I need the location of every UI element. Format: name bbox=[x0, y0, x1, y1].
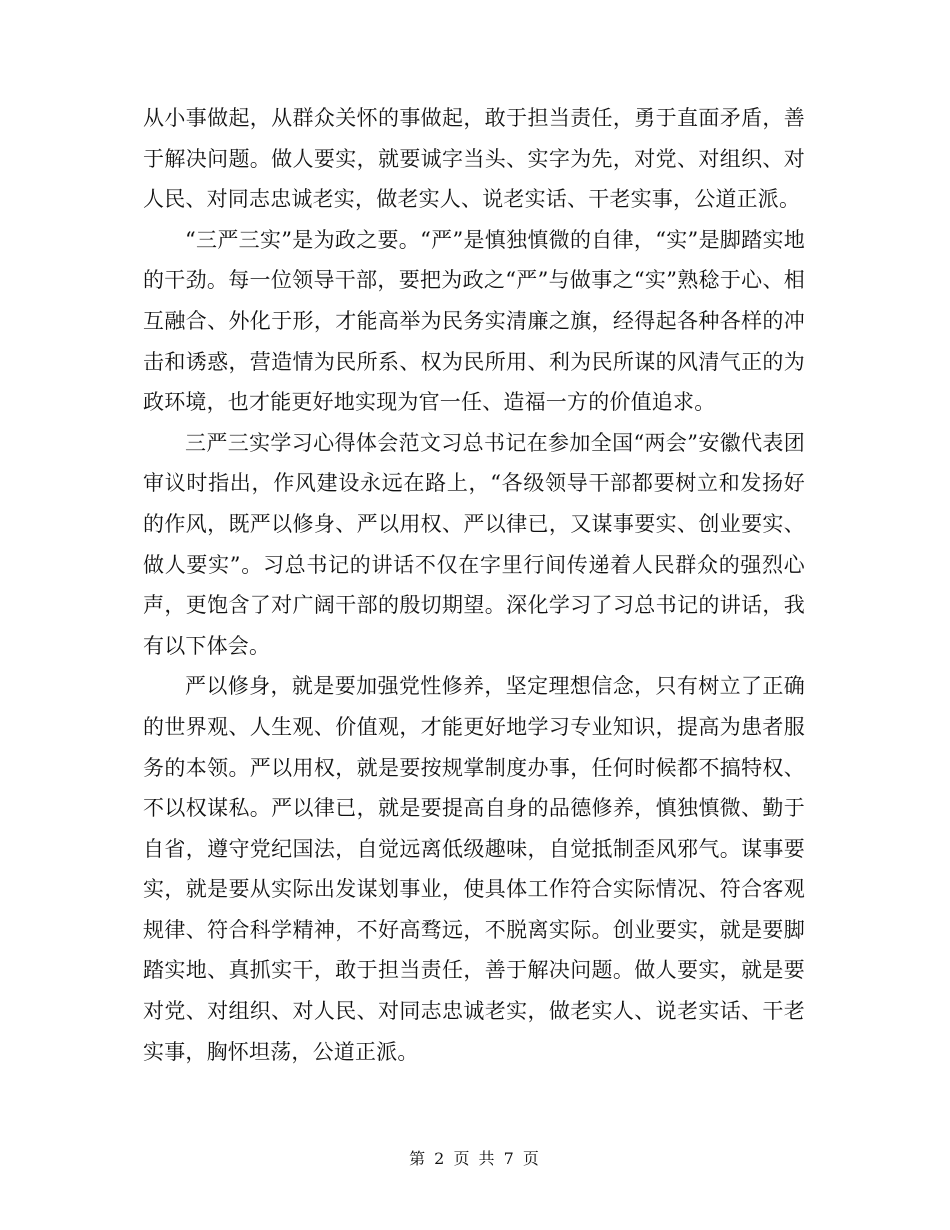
paragraph: 三严三实学习心得体会范文习总书记在参加全国“两会”安徽代表团审议时指出，作风建设永远在路上，“各级领导干部都要树立和发扬好的作风，既严以修身、严以用权、严以律已，又谋事要实、创业要实、做人要实”。习总书记的讲话不仅在字里行间传递着人民群众的强烈心声，更饱含了对广阔干部的殷切期望。深化学习了习总书记的讲话，我有以下体会。 bbox=[143, 430, 805, 658]
paragraph: 严以修身，就是要加强党性修养，坚定理想信念，只有树立了正确的世界观、人生观、价值观，才能更好地学习专业知识，提高为患者服务的本领。严以用权，就是要按规掌制度办事，任何时候都不搞特权、不以权谋私。严以律已，就是要提高自身的品德修养，慎独慎微、勤于自省，遵守党纪国法，自觉远离低级趣味，自觉抵制歪风邪气。谋事要实，就是要从实际出发谋划事业，使具体工作符合实际情况、符合客观规律、符合科学精神，不好高骛远，不脱离实际。创业要实，就是要脚踏实地、真抓实干，敢于担当责任，善于解决问题。做人要实，就是要对党、对组织、对人民、对同志忠诚老实，做老实人、说老实话、干老实事，胸怀坦荡，公道正派。 bbox=[143, 674, 805, 1064]
page-footer: 第 2 页 共 7 页 bbox=[409, 1149, 541, 1168]
paragraph: “三严三实”是为政之要。“严”是慎独慎微的自律，“实”是脚踏实地的干劲。每一位领导干部，要把为政之“严”与做事之“实”熟稔于心、相互融合、外化于形，才能高举为民务实清廉之旗，经得起各种各样的冲击和诱惑，营造情为民所系、权为民所用、利为民所谋的风清气正的为政环境，也才能更好地实现为官一任、造福一方的价值追求。 bbox=[143, 227, 805, 415]
paragraph: 从小事做起，从群众关怀的事做起，敢于担当责任，勇于直面矛盾，善于解决问题。做人要实，就要诚字当头、实字为先，对党、对组织、对人民、对同志忠诚老实，做老实人、说老实话、干老实事，公道正派。 bbox=[143, 106, 805, 212]
body-text bbox=[143, 98, 805, 1072]
